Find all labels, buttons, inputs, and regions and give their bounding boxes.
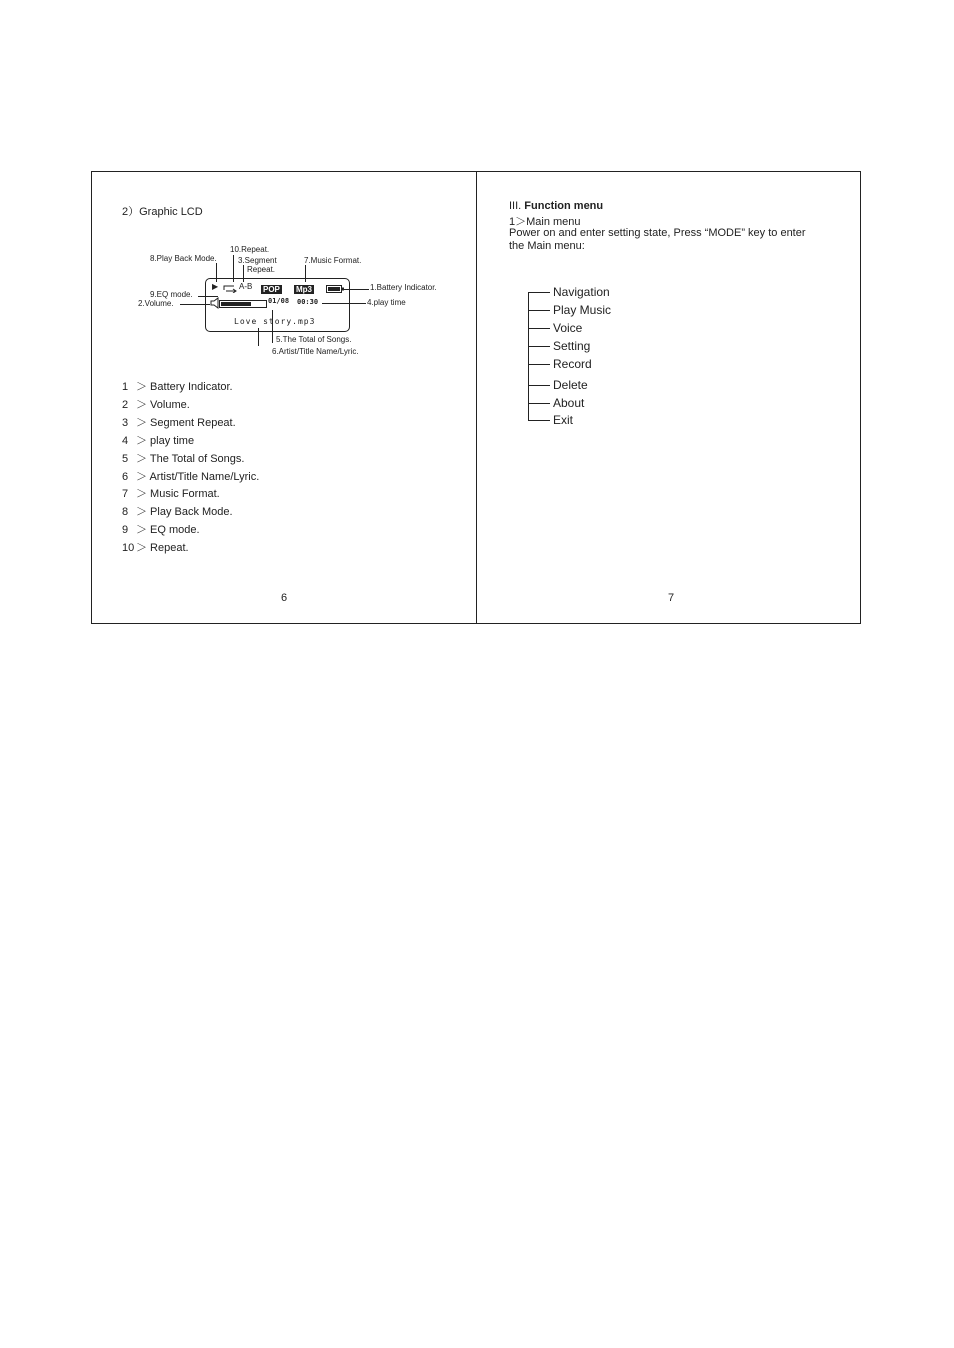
volume-bar [219, 300, 267, 308]
callout-artist-title: 6.Artist/Title Name/Lyric. [272, 347, 359, 356]
callout-play-time: 4.play time [367, 298, 406, 307]
function-menu-heading [509, 200, 603, 212]
heading-text: Function menu [524, 200, 604, 212]
callout-music-format: 7.Music Format. [304, 256, 362, 265]
callout-battery: 1.Battery Indicator. [370, 283, 437, 292]
menu-item-record: Record [553, 357, 592, 371]
callout-volume: 2.Volume. [138, 299, 174, 308]
legend-item: 7 ＞ Music Format. [122, 488, 220, 500]
callout-segment-repeat-1: 3.Segment [238, 256, 277, 265]
tree-branch [528, 346, 550, 347]
menu-item-exit: Exit [553, 413, 574, 427]
eq-tag: POP [263, 285, 280, 294]
tree-branch [528, 328, 550, 329]
battery-icon [326, 285, 344, 293]
callout-playback-mode: 8.Play Back Mode. [150, 254, 217, 263]
menu-item-voice: Voice [553, 321, 583, 335]
legend-item: 9 ＞ EQ mode. [122, 524, 200, 536]
legend-item: 10 ＞ Repeat. [122, 542, 189, 554]
callout-repeat: 10.Repeat. [230, 245, 270, 254]
menu-item-about: About [553, 396, 585, 410]
play-mode-icon: ▶ [212, 282, 219, 291]
page-number-left: 6 [281, 592, 288, 604]
legend-item: 4 ＞ play time [122, 435, 195, 447]
ab-repeat-text: A-B [239, 282, 253, 291]
section-title: 2）Graphic LCD [122, 206, 203, 218]
legend-item: 3 ＞ Segment Repeat. [122, 417, 236, 429]
repeat-icon [222, 283, 238, 293]
callout-eq-mode: 9.EQ mode. [150, 290, 193, 299]
track-counter: 01/08 [268, 297, 290, 305]
legend-item: 2 ＞ Volume. [122, 399, 190, 411]
tree-branch [528, 310, 550, 311]
legend-item: 6 ＞ Artist/Title Name/Lyric. [122, 471, 260, 483]
format-tag: Mp3 [296, 285, 312, 294]
intro-line-2: the Main menu: [509, 240, 585, 252]
callout-total-songs: 5.The Total of Songs. [276, 335, 352, 344]
tree-branch [528, 420, 550, 421]
heading-numeral: III. [509, 200, 522, 212]
tree-branch [528, 292, 550, 293]
menu-item-play-music: Play Music [553, 303, 612, 317]
play-time-readout: 00:30 [297, 298, 319, 306]
tree-branch [528, 403, 550, 404]
legend-item: 8 ＞ Play Back Mode. [122, 506, 233, 518]
callout-segment-repeat-2: Repeat. [247, 265, 276, 274]
page-divider [476, 171, 477, 624]
tree-trunk [528, 292, 529, 421]
menu-item-setting: Setting [553, 339, 591, 353]
tree-branch [528, 385, 550, 386]
legend-item: 5 ＞ The Total of Songs. [122, 453, 245, 465]
menu-item-navigation: Navigation [553, 285, 610, 299]
menu-item-delete: Delete [553, 378, 588, 392]
tree-branch [528, 364, 550, 365]
legend-item: 1 ＞ Battery Indicator. [122, 381, 233, 393]
main-menu-subheading: 1＞Main menu [509, 216, 581, 228]
song-title: Love story.mp3 [234, 317, 316, 326]
page-number-right: 7 [668, 592, 675, 604]
intro-line-1: Power on and enter setting state, Press “MODE” key to enter [509, 227, 806, 239]
